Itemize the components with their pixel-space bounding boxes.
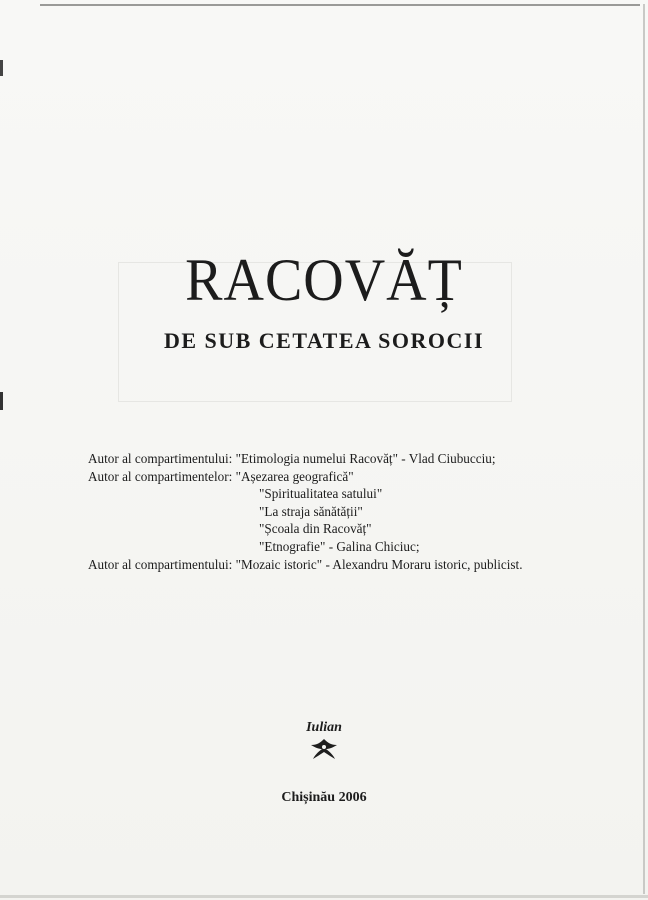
credit-line: Autor al compartimentului: "Etimologia numelui Racovăț" - Vlad Ciubucciu; [88, 451, 496, 466]
place-and-year: Chișinău 2006 [281, 790, 367, 805]
page-right-edge [643, 4, 645, 894]
credit-line: "Spiritualitatea satului" [259, 486, 383, 502]
credit-line: "Școala din Racovăț" [259, 521, 372, 537]
book-title: RACOVĂȚ [185, 247, 463, 315]
author-credits [88, 450, 628, 573]
page-top-edge [40, 4, 640, 6]
credit-line: "Etnografie" - Galina Chiciuc; [259, 538, 420, 554]
publisher-logo-icon [307, 737, 341, 761]
binding-mark [0, 60, 3, 76]
credit-line: "La straja sănătății" [259, 503, 363, 519]
binding-mark [0, 392, 3, 410]
credit-line: Autor al compartimentelor: "Așezarea geografică" [88, 468, 354, 484]
page-bottom-edge [0, 895, 648, 898]
book-subtitle: DE SUB CETATEA SOROCII [163, 328, 485, 353]
publisher-name: Iulian [306, 720, 342, 735]
publisher-logo [289, 720, 359, 761]
credit-line: Autor al compartimentului: "Mozaic istoric" - Alexandru Moraru istoric, publicist. [88, 556, 523, 572]
